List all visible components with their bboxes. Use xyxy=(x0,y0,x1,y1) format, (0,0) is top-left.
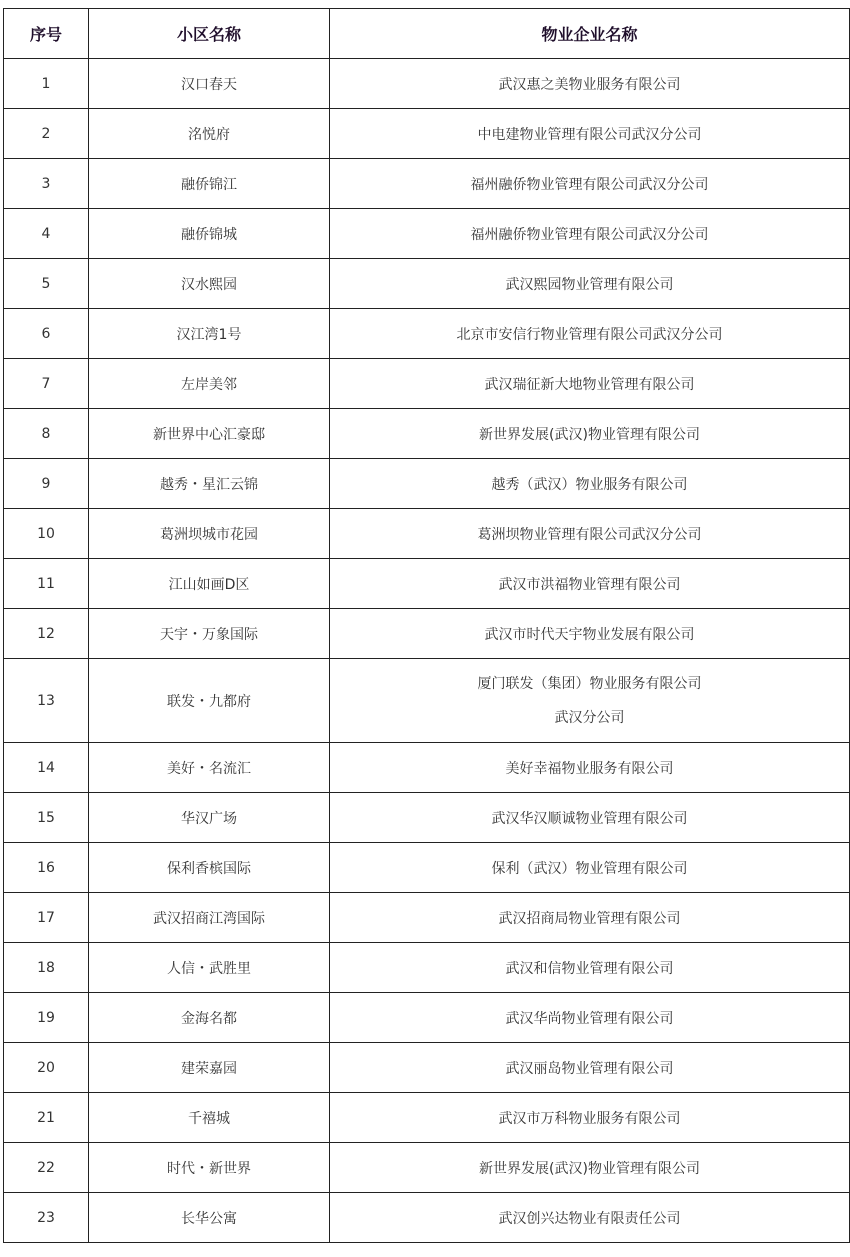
row-number: 20 xyxy=(4,1043,89,1093)
company-name-line1: 厦门联发（集团）物业服务有限公司 xyxy=(477,675,702,692)
company-name: 武汉招商局物业管理有限公司 xyxy=(330,893,850,943)
table-row xyxy=(4,793,850,843)
row-number: 14 xyxy=(4,743,89,793)
community-name: 汉江湾1号 xyxy=(89,309,330,359)
table-row xyxy=(4,559,850,609)
row-number: 4 xyxy=(4,209,89,259)
community-name: 长华公寓 xyxy=(89,1193,330,1243)
row-number: 8 xyxy=(4,409,89,459)
company-name xyxy=(330,659,850,743)
row-number: 19 xyxy=(4,993,89,1043)
table-row xyxy=(4,1143,850,1193)
table-row xyxy=(4,993,850,1043)
table-row xyxy=(4,59,850,109)
row-number: 16 xyxy=(4,843,89,893)
company-name: 武汉创兴达物业有限责任公司 xyxy=(330,1193,850,1243)
property-table xyxy=(3,8,850,1243)
company-name: 越秀（武汉）物业服务有限公司 xyxy=(330,459,850,509)
company-name: 北京市安信行物业管理有限公司武汉分公司 xyxy=(330,309,850,359)
company-name: 武汉市洪福物业管理有限公司 xyxy=(330,559,850,609)
row-number: 18 xyxy=(4,943,89,993)
company-name: 新世界发展(武汉)物业管理有限公司 xyxy=(330,409,850,459)
community-name: 建荣嘉园 xyxy=(89,1043,330,1093)
table-row xyxy=(4,893,850,943)
company-name: 武汉瑞征新大地物业管理有限公司 xyxy=(330,359,850,409)
table-row xyxy=(4,743,850,793)
row-number: 3 xyxy=(4,159,89,209)
community-name: 美好・名流汇 xyxy=(89,743,330,793)
table-row xyxy=(4,409,850,459)
company-name: 武汉华汉顺诚物业管理有限公司 xyxy=(330,793,850,843)
community-name: 华汉广场 xyxy=(89,793,330,843)
row-number: 15 xyxy=(4,793,89,843)
table-row xyxy=(4,943,850,993)
community-name: 汉水熙园 xyxy=(89,259,330,309)
company-name: 新世界发展(武汉)物业管理有限公司 xyxy=(330,1143,850,1193)
company-name: 武汉华尚物业管理有限公司 xyxy=(330,993,850,1043)
company-name: 武汉熙园物业管理有限公司 xyxy=(330,259,850,309)
community-name: 天宇・万象国际 xyxy=(89,609,330,659)
community-name: 新世界中心汇豪邸 xyxy=(89,409,330,459)
table-row xyxy=(4,509,850,559)
row-number: 11 xyxy=(4,559,89,609)
community-name: 江山如画D区 xyxy=(89,559,330,609)
table-row xyxy=(4,659,850,743)
company-name: 武汉丽岛物业管理有限公司 xyxy=(330,1043,850,1093)
header-company: 物业企业名称 xyxy=(330,9,850,59)
table-row xyxy=(4,259,850,309)
table-row xyxy=(4,843,850,893)
community-name: 葛洲坝城市花园 xyxy=(89,509,330,559)
company-name: 武汉市万科物业服务有限公司 xyxy=(330,1093,850,1143)
table-row xyxy=(4,209,850,259)
table-row xyxy=(4,1043,850,1093)
row-number: 10 xyxy=(4,509,89,559)
row-number: 9 xyxy=(4,459,89,509)
company-name: 中电建物业管理有限公司武汉分公司 xyxy=(330,109,850,159)
company-name-line2: 武汉分公司 xyxy=(554,709,625,726)
community-name: 越秀・星汇云锦 xyxy=(89,459,330,509)
table-row xyxy=(4,459,850,509)
company-name: 福州融侨物业管理有限公司武汉分公司 xyxy=(330,209,850,259)
community-name: 保利香槟国际 xyxy=(89,843,330,893)
community-name: 武汉招商江湾国际 xyxy=(89,893,330,943)
company-name: 武汉市时代天宇物业发展有限公司 xyxy=(330,609,850,659)
table-row xyxy=(4,1093,850,1143)
row-number: 1 xyxy=(4,59,89,109)
table-row xyxy=(4,359,850,409)
company-name: 美好幸福物业服务有限公司 xyxy=(330,743,850,793)
table-row xyxy=(4,159,850,209)
row-number: 2 xyxy=(4,109,89,159)
company-name: 保利（武汉）物业管理有限公司 xyxy=(330,843,850,893)
community-name: 金海名都 xyxy=(89,993,330,1043)
row-number: 17 xyxy=(4,893,89,943)
community-name: 汉口春天 xyxy=(89,59,330,109)
header-row xyxy=(4,9,850,59)
table-row xyxy=(4,609,850,659)
community-name: 联发・九都府 xyxy=(89,659,330,743)
community-name: 千禧城 xyxy=(89,1093,330,1143)
company-name: 武汉和信物业管理有限公司 xyxy=(330,943,850,993)
community-name: 洺悦府 xyxy=(89,109,330,159)
table-row xyxy=(4,309,850,359)
community-name: 时代・新世界 xyxy=(89,1143,330,1193)
header-no: 序号 xyxy=(4,9,89,59)
company-name: 福州融侨物业管理有限公司武汉分公司 xyxy=(330,159,850,209)
community-name: 左岸美邻 xyxy=(89,359,330,409)
row-number: 23 xyxy=(4,1193,89,1243)
row-number: 21 xyxy=(4,1093,89,1143)
community-name: 人信・武胜里 xyxy=(89,943,330,993)
row-number: 7 xyxy=(4,359,89,409)
table-row xyxy=(4,1193,850,1243)
community-name: 融侨锦城 xyxy=(89,209,330,259)
row-number: 6 xyxy=(4,309,89,359)
row-number: 12 xyxy=(4,609,89,659)
table-row xyxy=(4,109,850,159)
row-number: 13 xyxy=(4,659,89,743)
company-name: 武汉惠之美物业服务有限公司 xyxy=(330,59,850,109)
community-name: 融侨锦江 xyxy=(89,159,330,209)
row-number: 5 xyxy=(4,259,89,309)
company-name: 葛洲坝物业管理有限公司武汉分公司 xyxy=(330,509,850,559)
row-number: 22 xyxy=(4,1143,89,1193)
header-community: 小区名称 xyxy=(89,9,330,59)
